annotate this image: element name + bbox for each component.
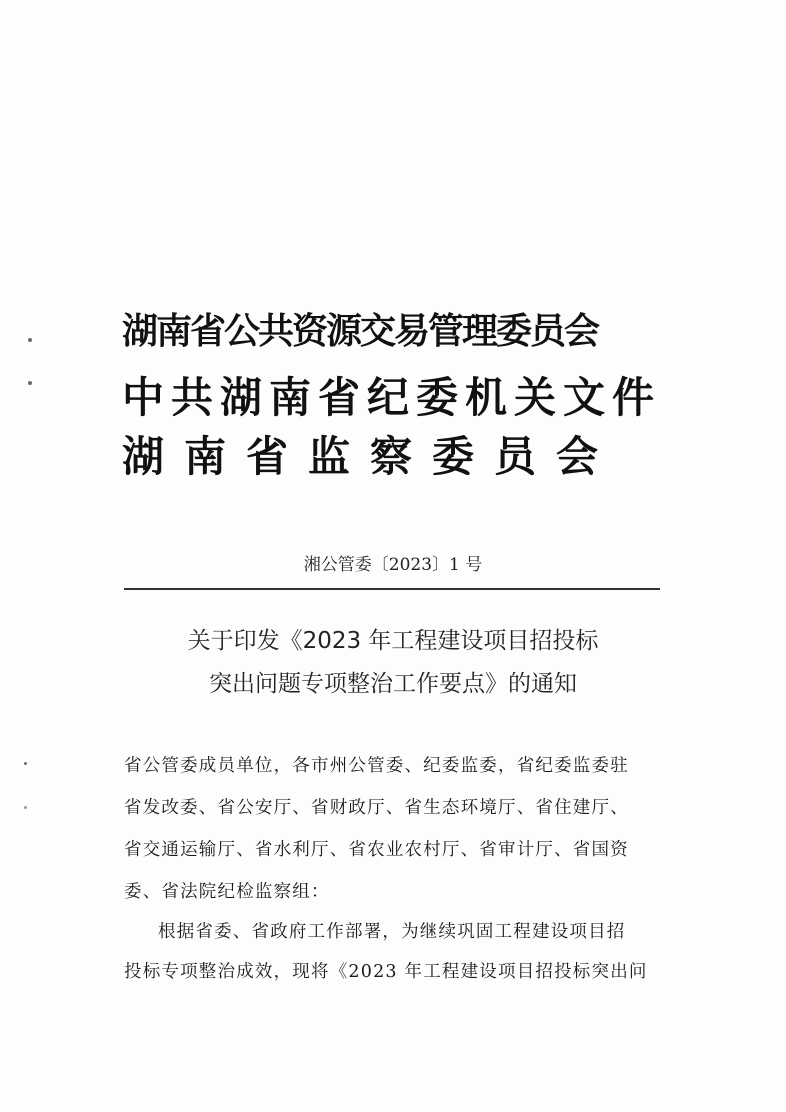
binding-hole-mark bbox=[28, 381, 32, 385]
issuer-name-2: 中共湖南省纪委机关文件 bbox=[122, 373, 662, 422]
binding-hole-mark bbox=[28, 338, 32, 342]
body-line-2: 省发改委、省公安厅、省财政厅、省生态环境厅、省住建厅、 bbox=[124, 798, 629, 818]
document-title-line-2: 突出问题专项整治工作要点》的通知 bbox=[209, 671, 577, 697]
document-title-line-1: 关于印发《2023 年工程建设项目招投标 bbox=[187, 628, 599, 654]
body-line-5: 根据省委、省政府工作部署，为继续巩固工程建设项目招 bbox=[158, 922, 626, 942]
binding-hole-mark bbox=[24, 762, 27, 765]
document-number: 湘公管委〔2023〕1 号 bbox=[303, 555, 483, 575]
body-line-4: 委、省法院纪检监察组： bbox=[124, 882, 330, 902]
body-line-3: 省交通运输厅、省水利厅、省农业农村厅、省审计厅、省国资 bbox=[124, 840, 629, 860]
separator-line bbox=[124, 588, 660, 590]
issuer-name-1: 湖南省公共资源交易管理委员会 bbox=[122, 310, 599, 352]
body-line-1: 省公管委成员单位，各市州公管委、纪委监委，省纪委监委驻 bbox=[124, 756, 629, 776]
issuer-name-3: 湖南省监察委员会 bbox=[122, 432, 619, 481]
binding-hole-mark bbox=[24, 806, 27, 809]
body-line-6: 投标专项整治成效，现将《2023 年工程建设项目招投标突出问 bbox=[124, 962, 648, 982]
